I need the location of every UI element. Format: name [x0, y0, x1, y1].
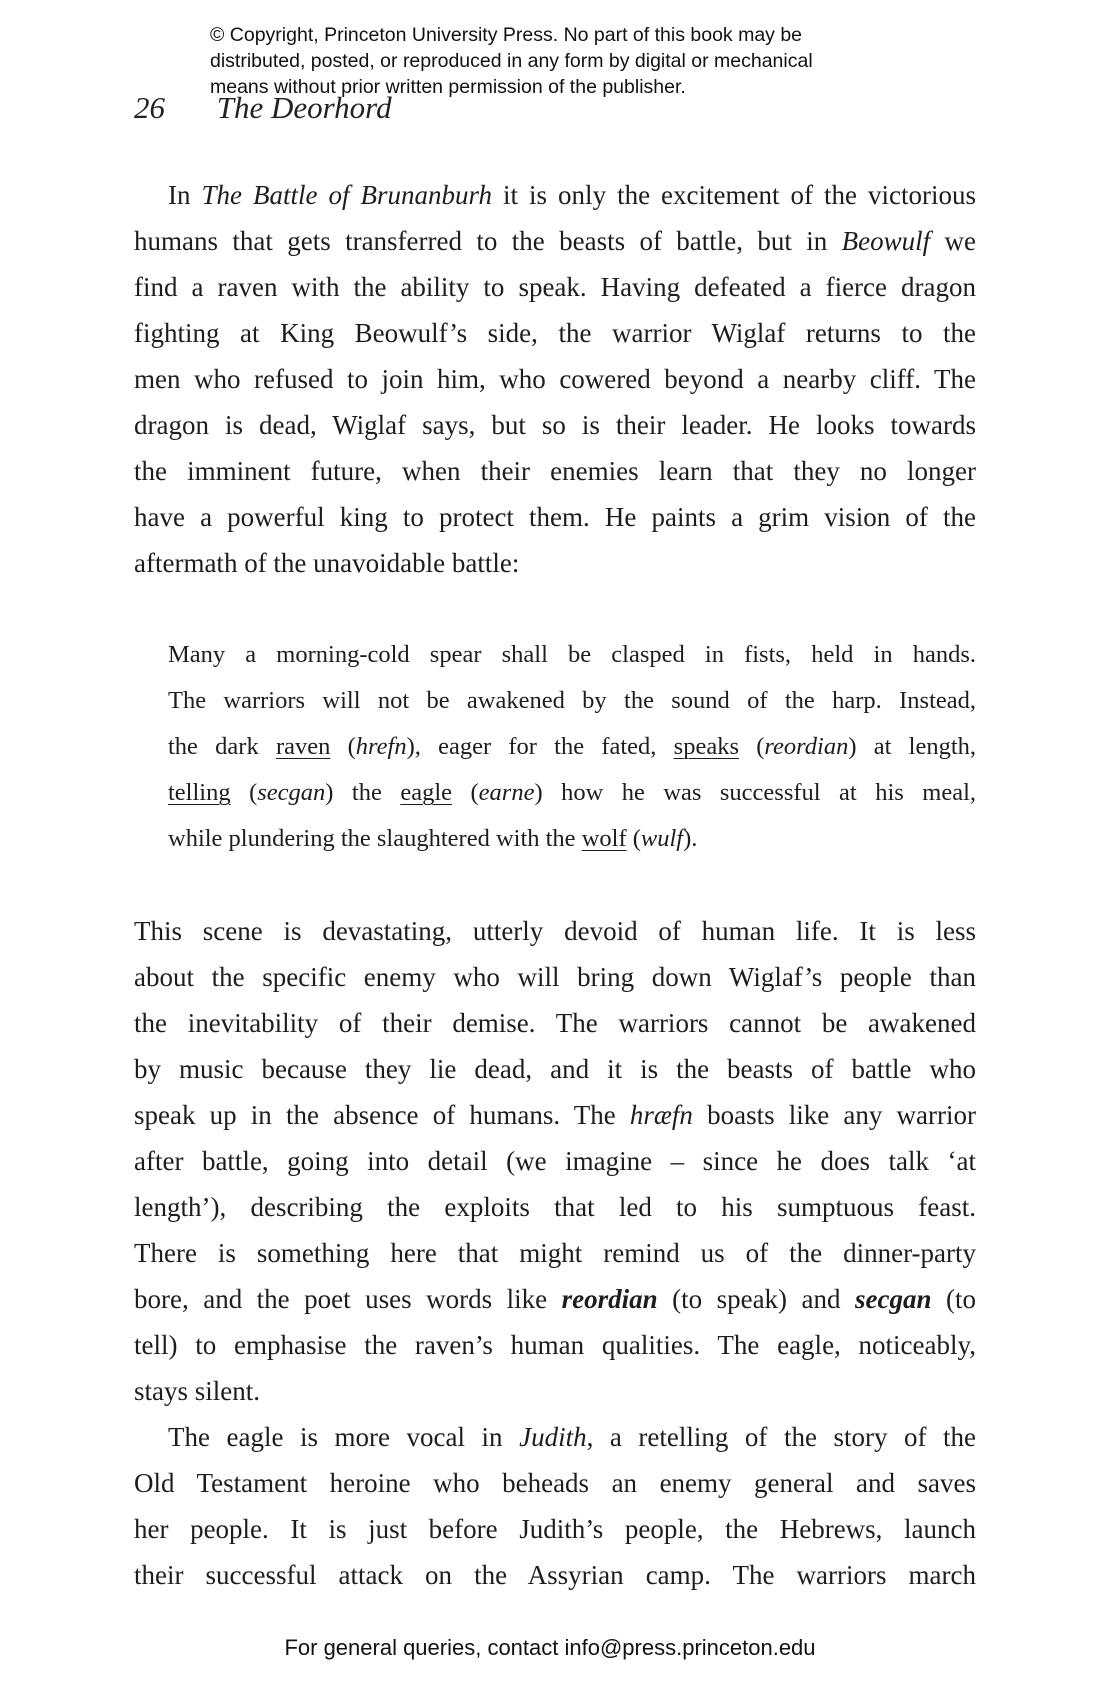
book-title: The Battle of Brunanburh — [201, 180, 493, 210]
text-line: This scene is devastating, utterly devoid of human life. It is less — [134, 916, 976, 946]
quote-line: The warriors will not be awakened by the sound of the harp. Instead, — [168, 687, 976, 714]
old-english-word: reordian — [764, 733, 849, 760]
text-line: Old Testament heroine who beheads an enemy general and saves — [134, 1468, 976, 1498]
text-line: aftermath of the unavoidable battle: — [134, 548, 520, 578]
text-line: about the specific enemy who will bring down Wiglaf’s people than — [134, 962, 976, 992]
text-line: by music because they lie dead, and it is the beasts of battle who — [134, 1054, 976, 1084]
old-english-word: wulf — [640, 825, 684, 852]
quote-line: telling (secgan) the eagle (earne) how he was successful at his meal, — [168, 779, 977, 806]
underlined-word: wolf — [581, 825, 627, 852]
text-line: speak up in the absence of humans. The hræfn boasts like any warrior — [134, 1100, 976, 1130]
text-line: There is something here that might remind us of the dinner-party — [134, 1238, 976, 1268]
old-english-word: hræfn — [629, 1100, 693, 1130]
text-line: tell) to emphasise the raven’s human qualities. The eagle, noticeably, — [134, 1330, 976, 1360]
text-line: fighting at King Beowulf’s side, the warrior Wiglaf returns to the — [134, 318, 976, 348]
text-line: men who refused to join him, who cowered beyond a nearby cliff. The — [134, 364, 976, 394]
quote-line: Many a morning-cold spear shall be clasped in fists, held in hands. — [168, 641, 976, 668]
copyright-notice — [210, 22, 910, 100]
text-line: bore, and the poet uses words like reordian (to speak) and secgan (to — [134, 1284, 976, 1314]
copyright-line: distributed, posted, or reproduced in any form by digital or mechanical — [210, 50, 813, 72]
old-english-word: reordian — [561, 1284, 658, 1314]
text-line: her people. It is just before Judith’s people, the Hebrews, launch — [134, 1514, 976, 1544]
text-line: find a raven with the ability to speak. Having defeated a fierce dragon — [134, 272, 976, 302]
quote-line: while plundering the slaughtered with the wolf (wulf). — [168, 825, 698, 852]
page-number: 26 — [134, 90, 165, 125]
text-line: In The Battle of Brunanburh it is only the excitement of the victorious — [168, 180, 976, 210]
running-title: The Deorhord — [216, 90, 392, 125]
underlined-word: raven — [275, 733, 331, 760]
block-quote — [168, 632, 976, 862]
old-english-word: secgan — [855, 1284, 932, 1314]
underlined-word: telling — [168, 779, 231, 806]
old-english-word: secgan — [257, 779, 326, 806]
quote-line: the dark raven (hrefn), eager for the fated, speaks (reordian) at length, — [168, 733, 976, 760]
paragraph-2 — [134, 908, 976, 1598]
book-title: Beowulf — [841, 226, 931, 256]
copyright-line: © Copyright, Princeton University Press. No part of this book may be — [210, 24, 803, 46]
text-line: length’), describing the exploits that led to his sumptuous feast. — [134, 1192, 976, 1222]
text-line: the imminent future, when their enemies learn that they no longer — [134, 456, 976, 486]
text-line: The eagle is more vocal in Judith, a retelling of the story of the — [168, 1422, 977, 1452]
text-line: the inevitability of their demise. The warriors cannot be awakened — [134, 1008, 976, 1038]
text-line: stays silent. — [134, 1376, 260, 1406]
book-title: Judith — [519, 1422, 587, 1452]
paragraph-1 — [134, 172, 976, 586]
text-line: humans that gets transferred to the beasts of battle, but in Beowulf we — [134, 226, 976, 256]
underlined-word: eagle — [400, 779, 453, 806]
copyright-line: means without prior written permission of the publisher. — [210, 76, 686, 98]
text-line: dragon is dead, Wiglaf says, but so is their leader. He looks towards — [134, 410, 976, 440]
old-english-word: hrefn — [355, 733, 407, 760]
text-line: have a powerful king to protect them. He paints a grim vision of the — [134, 502, 976, 532]
text-line: after battle, going into detail (we imagine – since he does talk ‘at — [134, 1146, 976, 1176]
text-line: their successful attack on the Assyrian camp. The warriors march — [134, 1560, 976, 1590]
running-head — [134, 90, 392, 126]
old-english-word: earne — [478, 779, 535, 806]
underlined-word: speaks — [673, 733, 739, 760]
footer-contact: For general queries, contact info@press.princeton.edu — [284, 1635, 816, 1660]
